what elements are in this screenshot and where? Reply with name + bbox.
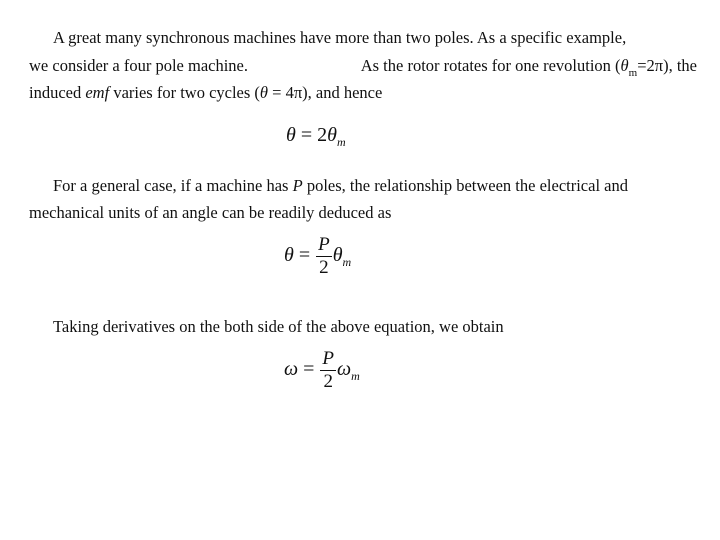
paragraph1-line1: A great many synchronous machines have more than two poles. As a specific example, xyxy=(53,28,627,47)
equation-2: θ = $\frac{P}{2}$ $\theta_m$ xyxy=(284,234,352,278)
paragraph1-line2-part-b: As the rotor rotates for one revolution $(\theta_m=2\pi)$, the xyxy=(360,56,697,79)
paragraph1-line2-part-a: we consider a four pole machine. xyxy=(29,56,248,75)
emf-term: emf xyxy=(85,83,110,102)
paragraph3-line1: Taking derivatives on the both side of the above equation, we obtain xyxy=(53,317,504,336)
paragraph1-line2 xyxy=(29,56,697,78)
fraction-p-over-2: $\frac{P}{2}$ xyxy=(322,348,335,392)
fraction-p-over-2: $\frac{P}{2}$ xyxy=(318,234,330,278)
equation-3: ω = $\frac{P}{2}$ $\omega_m$ xyxy=(284,348,360,392)
paragraph2-line1: For a general case, if a machine has P poles, the relationship between the electrical and xyxy=(53,176,628,195)
equation-1: $\theta = 2\theta_m$ xyxy=(286,124,346,149)
paragraph2-line2: mechanical units of an angle can be readily deduced as xyxy=(29,203,392,222)
paragraph1-line3: induced emf varies for two cycles (θ = 4π), and hence xyxy=(29,83,383,102)
